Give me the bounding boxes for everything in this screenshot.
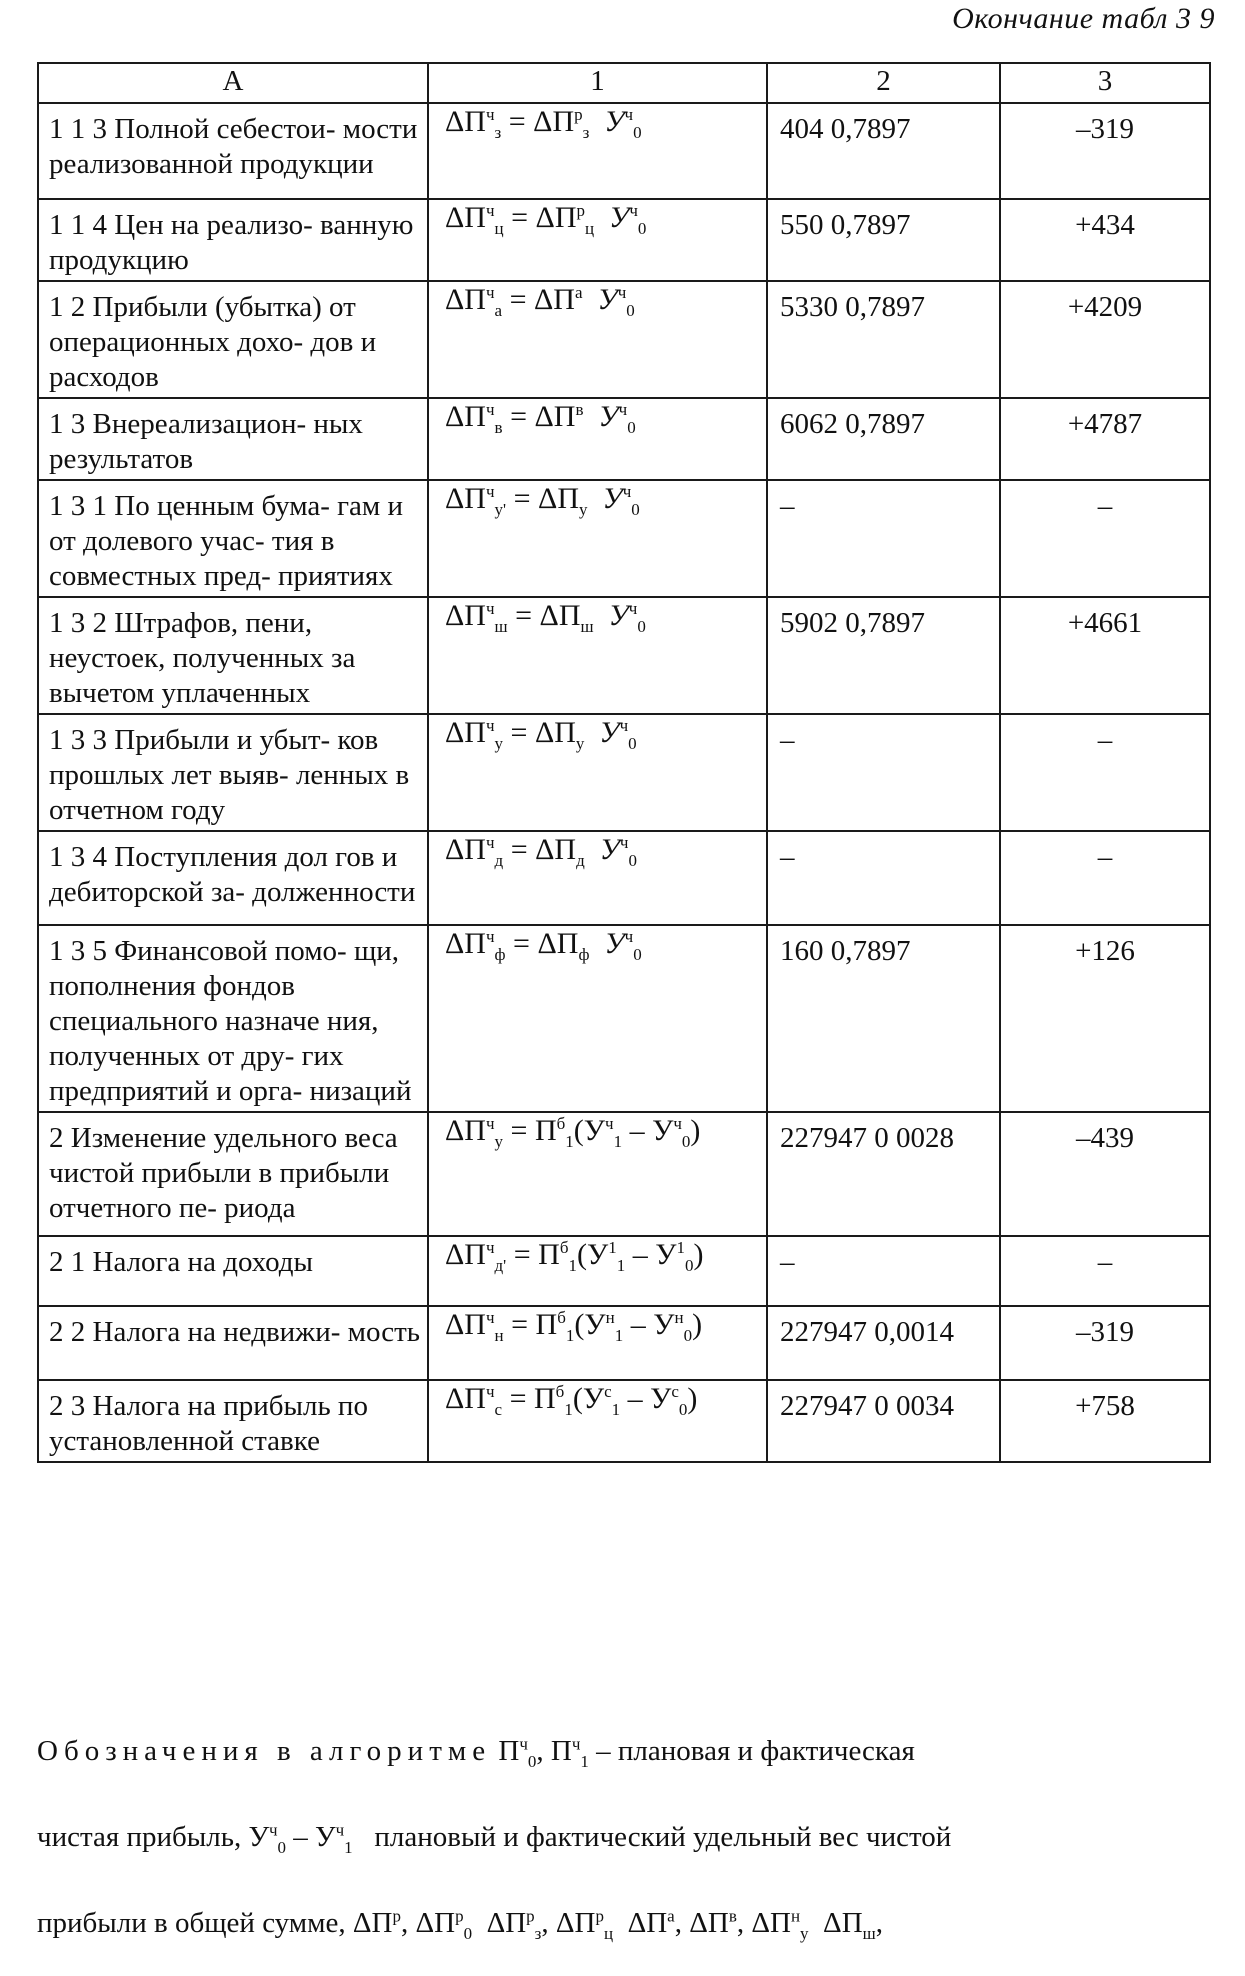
table-row — [38, 398, 1210, 480]
formula: $\Delta П^ч_{у'} = \Delta П_у$ $У^ч_0$ — [445, 482, 640, 519]
result-cell: +4661 — [1000, 597, 1210, 714]
table-row — [38, 597, 1210, 714]
table-row — [38, 1380, 1210, 1462]
formula-cell — [428, 1380, 767, 1462]
formula-cell — [428, 199, 767, 281]
formula: $\Delta П^ч_у = \Delta П_у$ $У^ч_0$ — [445, 716, 637, 753]
table-row — [38, 103, 1210, 199]
result-cell: +758 — [1000, 1380, 1210, 1462]
row-label-cell: 1 1 4 Цен на реализо- ванную продукцию — [38, 199, 428, 281]
table-row — [38, 1306, 1210, 1380]
table-row — [38, 281, 1210, 398]
formula-cell — [428, 831, 767, 925]
formula-cell — [428, 925, 767, 1112]
notes-line-3: прибыли в общей сумме, $\Delta П^р$, $\Delta П^р_0$ $\Delta П^р_з$, $\Delta П^р_ц$ $\Delta П^а$, $\Delta П^в$, $\Delta П^н_у$ $\Delta П_ш$, — [37, 1906, 883, 1943]
result-cell: – — [1000, 714, 1210, 831]
formula-cell — [428, 103, 767, 199]
formula: $\Delta П^ч_ф = \Delta П_ф$ $У^ч_0$ — [445, 927, 642, 964]
result-cell: +126 — [1000, 925, 1210, 1112]
table-caption: Окончание табл 3 9 — [952, 2, 1215, 35]
row-label-cell: 1 3 Внереализацион- ных результатов — [38, 398, 428, 480]
result-cell: – — [1000, 1236, 1210, 1306]
table-header-row — [38, 63, 1210, 103]
formula: $\Delta П^ч_в = \Delta П^в$ $У^ч_0$ — [445, 400, 636, 437]
value-cell: 227947 0 0028 — [767, 1112, 1000, 1236]
row-label-cell: 2 1 Налога на доходы — [38, 1236, 428, 1306]
value-cell: – — [767, 1236, 1000, 1306]
formula-cell — [428, 281, 767, 398]
formula: $\Delta П^ч_с = П^б_1(У^с_1 - У^с_0)$ — [445, 1382, 698, 1419]
row-label-cell: 1 3 3 Прибыли и убыт- ков прошлых лет выяв- ленных в отчетном году — [38, 714, 428, 831]
result-cell: +434 — [1000, 199, 1210, 281]
value-cell: 550 0,7897 — [767, 199, 1000, 281]
row-label-cell: 1 2 Прибыли (убытка) от операционных дохо- дов и расходов — [38, 281, 428, 398]
formula-cell — [428, 1112, 767, 1236]
formula: $\Delta П^ч_у = П^б_1(У^ч_1 - У^ч_0)$ — [445, 1114, 701, 1151]
row-label-cell: 2 Изменение удельного веса чистой прибыли в прибыли отчетного пе- риода — [38, 1112, 428, 1236]
table-row — [38, 925, 1210, 1112]
row-label-cell: 1 3 5 Финансовой помо- щи, пополнения фондов специального назначе ния, полученных от дру- гих предприятий и орга- низаций — [38, 925, 428, 1112]
value-cell: – — [767, 714, 1000, 831]
formula-cell — [428, 597, 767, 714]
result-cell: – — [1000, 831, 1210, 925]
table-row — [38, 1236, 1210, 1306]
row-label-cell: 1 3 2 Штрафов, пени, неустоек, полученных за вычетом уплаченных — [38, 597, 428, 714]
column-header-2: 2 — [767, 63, 1000, 103]
table-row — [38, 199, 1210, 281]
table-body — [38, 103, 1210, 1462]
result-cell: – — [1000, 480, 1210, 597]
table-row — [38, 1112, 1210, 1236]
column-header-1: 1 — [428, 63, 767, 103]
column-header-3: 3 — [1000, 63, 1210, 103]
value-cell: 160 0,7897 — [767, 925, 1000, 1112]
table-row — [38, 480, 1210, 597]
formula-cell — [428, 398, 767, 480]
value-cell: 227947 0 0034 — [767, 1380, 1000, 1462]
formula-cell — [428, 1306, 767, 1380]
value-cell: 5902 0,7897 — [767, 597, 1000, 714]
formula: $\Delta П^ч_ц = \Delta П^р_ц$ $У^ч_0$ — [445, 201, 647, 238]
row-label-cell: 2 2 Налога на недвижи- мость — [38, 1306, 428, 1380]
value-cell: – — [767, 480, 1000, 597]
value-cell: 6062 0,7897 — [767, 398, 1000, 480]
data-table — [37, 62, 1211, 1463]
formula: $\Delta П^ч_ш = \Delta П_ш$ $У^ч_0$ — [445, 599, 646, 636]
row-label-cell: 1 3 4 Поступления дол гов и дебиторской за- долженности — [38, 831, 428, 925]
result-cell: +4209 — [1000, 281, 1210, 398]
value-cell: 227947 0,0014 — [767, 1306, 1000, 1380]
notes-line-2: чистая прибыль, $У^ч_0 - У^ч_1$ плановый и фактический удельный вес чистой — [37, 1820, 952, 1857]
formula: $\Delta П^ч_н = П^б_1(У^н_1 - У^н_0)$ — [445, 1308, 703, 1345]
result-cell: –319 — [1000, 103, 1210, 199]
table-row — [38, 714, 1210, 831]
formula-cell — [428, 1236, 767, 1306]
formula: $\Delta П^ч_з = \Delta П^р_з$ $У^ч_0$ — [445, 105, 642, 142]
notes-line-1 — [37, 1718, 1209, 1804]
table-row — [38, 831, 1210, 925]
formula-cell — [428, 480, 767, 597]
value-cell: 404 0,7897 — [767, 103, 1000, 199]
result-cell: –439 — [1000, 1112, 1210, 1236]
value-cell: 5330 0,7897 — [767, 281, 1000, 398]
result-cell: –319 — [1000, 1306, 1210, 1380]
row-label-cell: 1 3 1 По ценным бума- гам и от долевого учас- тия в совместных пред- приятиях — [38, 480, 428, 597]
formula: $\Delta П^ч_{д'} = П^б_1(У^1_1 - У^1_0)$ — [445, 1238, 704, 1275]
notes-line-1-text: $П^ч_0$, $П^ч_1$ – плановая и фактическая — [498, 1734, 915, 1771]
formula: $\Delta П^ч_а = \Delta П^а$ $У^ч_0$ — [445, 283, 635, 320]
formula-cell — [428, 714, 767, 831]
formula: $\Delta П^ч_д = \Delta П_д$ $У^ч_0$ — [445, 833, 637, 870]
row-label-cell: 2 3 Налога на прибыль по установленной ставке — [38, 1380, 428, 1462]
column-header-a: А — [38, 63, 428, 103]
value-cell: – — [767, 831, 1000, 925]
notes-section — [37, 1718, 1209, 1976]
notes-lead: Обозначения в алгоритме — [37, 1735, 492, 1767]
row-label-cell: 1 1 3 Полной себестои- мости реализованной продукции — [38, 103, 428, 199]
result-cell: +4787 — [1000, 398, 1210, 480]
